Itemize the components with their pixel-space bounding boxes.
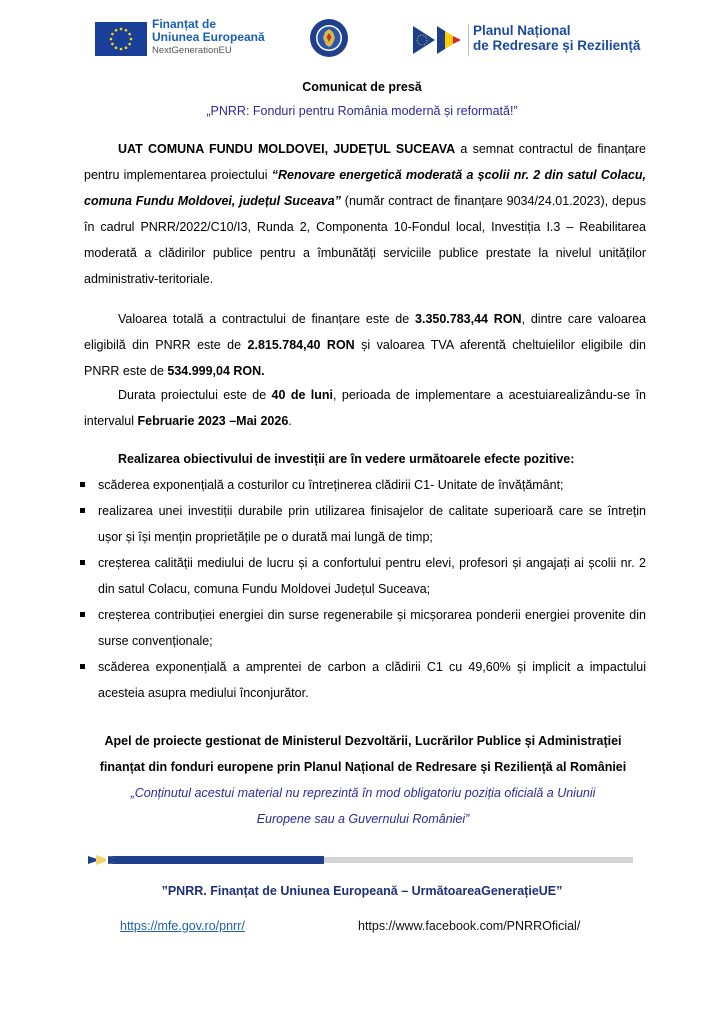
bullet-icon: [80, 508, 85, 513]
paragraph-text: Valoarea totală a contractului de finanțare este de: [118, 312, 416, 326]
list-item: [78, 472, 646, 498]
call-for-projects-statement: [80, 728, 646, 780]
paragraph-text: , dintre care valoarea eligibilă din PNRR este de: [84, 312, 646, 352]
list-item: [78, 654, 646, 706]
effects-list: [78, 472, 646, 706]
footer-tagline: ”PNRR. Finanțat de Uniunea Europeană – UrmătoareaGenerațieUE”: [161, 884, 563, 898]
pnrr-arrows-icon: [413, 24, 465, 56]
header-logos: [0, 14, 724, 64]
list-item-text: scăderea exponențială a costurilor cu întreținerea clădirii C1- Unitate de învățământ;: [98, 478, 564, 492]
call-line-1: Apel de proiecte gestionat de Ministerul Dezvoltării, Lucrărilor Publice și Administrației: [104, 734, 622, 748]
list-item: [78, 498, 646, 550]
paragraph-text: , perioada de implementare a acestuiarealizându-se în intervalul: [84, 388, 647, 428]
project-duration: 40 de luni: [271, 388, 334, 402]
eu-label-line3: NextGenerationEU: [152, 45, 232, 56]
footer-divider: [88, 856, 633, 864]
divider-light-segment: [324, 857, 633, 863]
bullet-icon: [80, 560, 85, 565]
beneficiary-name: UAT COMUNA FUNDU MOLDOVEI, JUDEȚUL SUCEAVA: [118, 142, 456, 156]
pnrr-label-line1: Planul Național: [473, 23, 571, 38]
list-item-text: creșterea calității mediului de lucru și a confortului pentru elevi, profesori și angajați ai școlii nr. 2 din satul Colacu, comuna Fundu Moldovei Județul Suceava;: [98, 556, 646, 596]
paragraph-duration: [84, 382, 646, 434]
paragraph-values: [84, 306, 646, 384]
list-item: [78, 550, 646, 602]
effects-heading: Realizarea obiectivului de investiții are în vedere următoarele efecte pozitive:: [118, 452, 575, 466]
eligible-value: 2.815.784,40 RON: [247, 338, 355, 352]
pnrr-label-line2: de Redresare și Reziliență: [473, 38, 641, 53]
implementation-interval: Februarie 2023 –Mai 2026: [137, 414, 289, 428]
disclaimer: [80, 780, 646, 832]
guvernul-romaniei-seal-icon: [309, 18, 349, 58]
eu-label-line1: Finanțat de: [152, 17, 217, 31]
total-value: 3.350.783,44 RON: [415, 312, 522, 326]
paragraph-text: .: [288, 414, 292, 428]
facebook-link[interactable]: https://www.facebook.com/PNRROficial/: [358, 919, 581, 933]
divider-arrow-icon: [88, 854, 128, 866]
disclaimer-line-2: Europene sau a Guvernului României”: [256, 812, 470, 826]
eu-flag-icon: [95, 22, 147, 56]
pnrr-logo-label: [473, 23, 640, 53]
paragraph-contract: [84, 136, 646, 292]
eu-label-line2: Uniunea Europeană: [152, 30, 265, 44]
list-item-text: creșterea contribuției energiei din surse regenerabile și micșorarea ponderii energiei provenite din surse convenționale;: [98, 608, 646, 648]
call-line-2: finanțat din fonduri europene prin Planul Național de Redresare și Reziliență al României: [99, 760, 627, 774]
document-title: Comunicat de presă: [302, 80, 422, 94]
list-item: [78, 602, 646, 654]
list-item-text: realizarea unei investiții durabile prin utilizarea finisajelor de calitate superioară care se întrețin ușor și își mențin proprietățile pe o durată mai lungă de timp;: [98, 504, 646, 544]
disclaimer-line-1: „Conținutul acestui material nu reprezintă în mod obligatoriu poziția oficială a Uniunii: [130, 786, 596, 800]
paragraph-text: (număr contract de finanțare 9034/24.01.2023), depus în cadrul PNRR/2022/C10/I3, Runda 2, Componenta 10-Fondul local, Investiția I.3 – Reabilitarea moderată a clădirilor publice pentru a îmbunătăți serviciile publice prestate la nivelul unităților administrativ-teritoriale.: [84, 194, 647, 286]
bullet-icon: [80, 482, 85, 487]
document-slogan: „PNRR: Fonduri pentru România modernă și reformată!”: [206, 104, 518, 118]
vat-value: 534.999,04 RON.: [167, 364, 265, 378]
bullet-icon: [80, 612, 85, 617]
divider-dark-segment: [108, 856, 324, 864]
paragraph-text: a semnat contractul de finanțare pentru implementarea proiectului: [84, 142, 646, 182]
paragraph-text: Durata proiectului este de: [118, 388, 272, 402]
mfe-link[interactable]: https://mfe.gov.ro/pnrr/: [120, 919, 245, 933]
eu-funding-label: [152, 18, 265, 57]
bullet-icon: [80, 664, 85, 669]
list-item-text: scăderea exponențială a amprentei de carbon a clădirii C1 cu 49,60% și implicit a impactului acesteia asupra mediului înconjurător.: [98, 660, 646, 700]
project-title: “Renovare energetică moderată a școlii nr. 2 din satul Colacu, comuna Fundu Moldovei, județul Suceava”: [84, 168, 646, 208]
pnrr-logo-separator: [468, 24, 469, 56]
paragraph-text: și valoarea TVA aferentă cheltuielilor eligibile din PNRR este de: [84, 338, 646, 378]
